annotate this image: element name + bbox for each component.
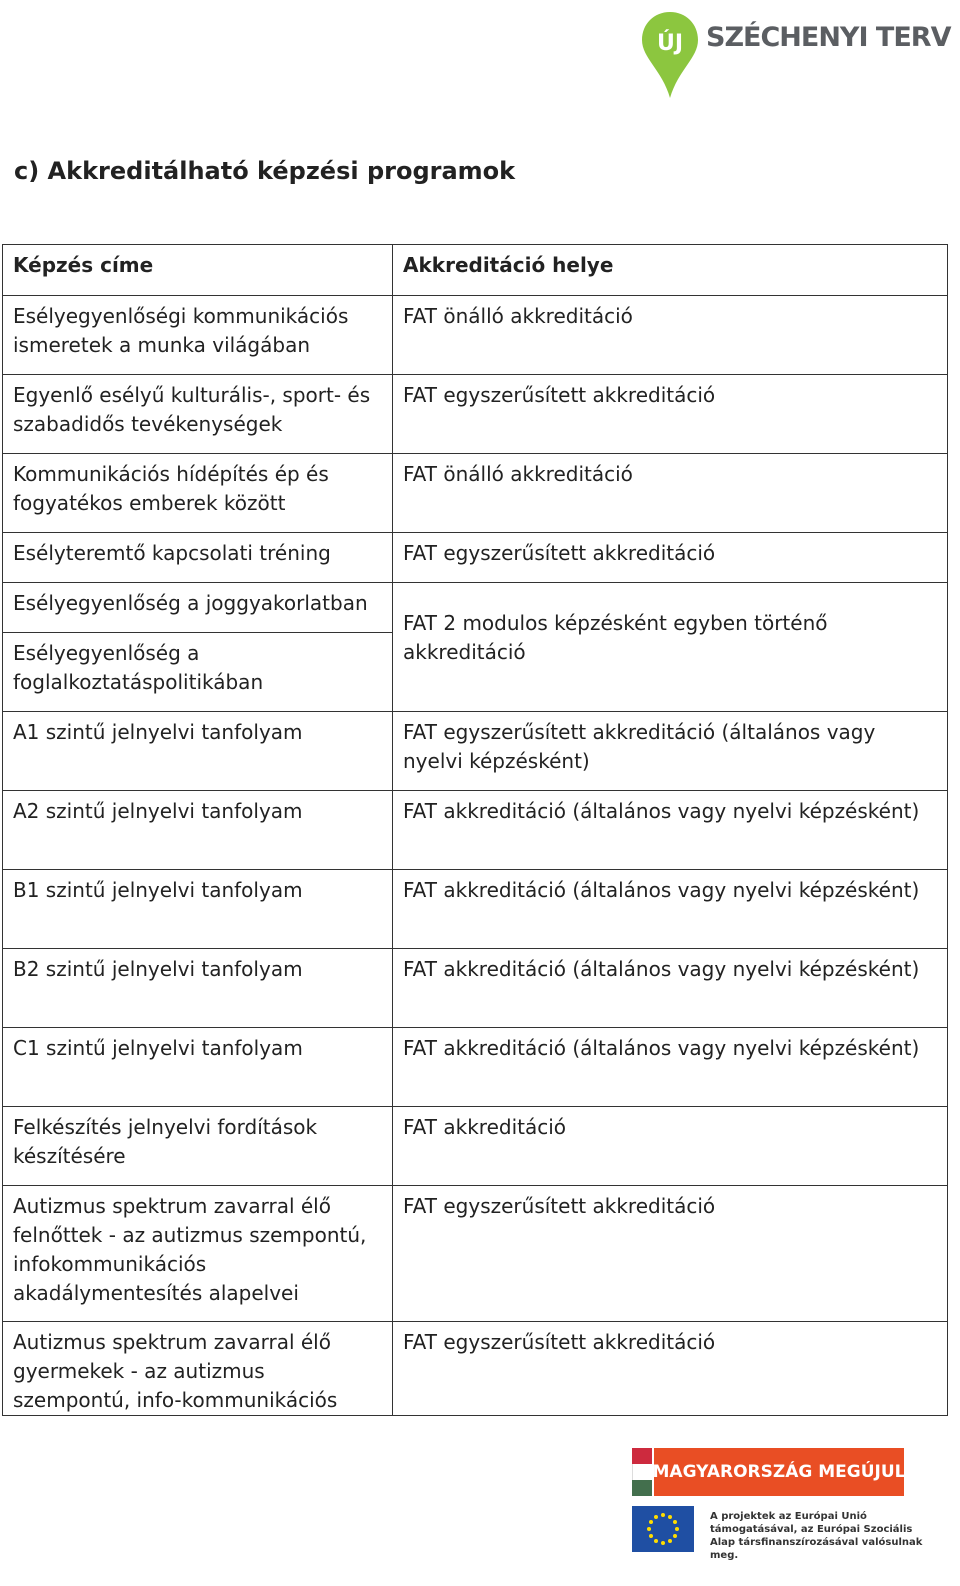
- eu-flag-icon: [632, 1506, 694, 1552]
- eu-funding-text: A projektek az Európai Unió támogatásával, az Európai Szociális Alap társfinanszírozásával valósulnak meg.: [710, 1511, 923, 1561]
- table-header-row: [3, 245, 948, 296]
- table-row: [3, 454, 948, 533]
- table-row: [3, 583, 948, 633]
- program-place: FAT akkreditáció (általános vagy nyelvi képzésként): [393, 791, 948, 870]
- program-place: FAT egyszerűsített akkreditáció: [393, 1322, 948, 1416]
- table-row: [3, 1107, 948, 1186]
- magyarorszag-megujul-banner: MAGYARORSZÁG MEGÚJUL: [654, 1448, 904, 1496]
- brand-name: SZÉCHENYI TERV: [706, 22, 951, 53]
- program-place: FAT egyszerűsített akkreditáció: [393, 1186, 948, 1322]
- program-title: Esélyegyenlőségi kommunikációs ismeretek a munka világában: [3, 296, 393, 375]
- program-place: FAT akkreditáció: [393, 1107, 948, 1186]
- hungarian-flag-icon: [632, 1448, 652, 1496]
- table-row: [3, 1028, 948, 1107]
- program-title: Kommunikációs hídépítés ép és fogyatékos emberek között: [3, 454, 393, 533]
- header-place: Akkreditáció helye: [393, 245, 948, 296]
- program-title: B2 szintű jelnyelvi tanfolyam: [3, 949, 393, 1028]
- programs-table: [2, 244, 948, 1416]
- program-place: FAT akkreditáció (általános vagy nyelvi képzésként): [393, 949, 948, 1028]
- funding-badge: [598, 1428, 946, 1578]
- program-title: B1 szintű jelnyelvi tanfolyam: [3, 870, 393, 949]
- table-row: [3, 949, 948, 1028]
- program-title: Autizmus spektrum zavarral élő felnőttek - az autizmus szempontú, infokommunikációs akadálymentesítés alapelvei: [3, 1186, 393, 1322]
- program-place: FAT 2 modulos képzésként egyben történő akkreditáció: [393, 583, 948, 712]
- program-title: Felkészítés jelnyelvi fordítások készítésére: [3, 1107, 393, 1186]
- table-row: [3, 1322, 948, 1416]
- program-title: Esélyegyenlőség a foglalkoztatáspolitikában: [3, 633, 393, 712]
- program-title: Egyenlő esélyű kulturális-, sport- és szabadidős tevékenységek: [3, 375, 393, 454]
- program-place: FAT akkreditáció (általános vagy nyelvi képzésként): [393, 1028, 948, 1107]
- table-row: [3, 712, 948, 791]
- table-row: [3, 791, 948, 870]
- program-place: FAT önálló akkreditáció: [393, 296, 948, 375]
- program-title: A1 szintű jelnyelvi tanfolyam: [3, 712, 393, 791]
- table-row: [3, 870, 948, 949]
- table-row: [3, 296, 948, 375]
- header-title: Képzés címe: [3, 245, 393, 296]
- program-place: FAT akkreditáció (általános vagy nyelvi képzésként): [393, 870, 948, 949]
- program-title: A2 szintű jelnyelvi tanfolyam: [3, 791, 393, 870]
- table-row: [3, 1186, 948, 1322]
- program-title: C1 szintű jelnyelvi tanfolyam: [3, 1028, 393, 1107]
- pin-text: ÚJ: [656, 31, 684, 56]
- program-title: Esélyteremtő kapcsolati tréning: [3, 533, 393, 583]
- table-row: [3, 375, 948, 454]
- program-place: FAT egyszerűsített akkreditáció: [393, 375, 948, 454]
- szechenyi-terv-logo: [640, 10, 951, 102]
- program-place: FAT egyszerűsített akkreditáció: [393, 533, 948, 583]
- table-row: [3, 533, 948, 583]
- program-title: Autizmus spektrum zavarral élő gyermekek - az autizmus szempontú, info-kommunikációs: [3, 1322, 393, 1416]
- program-title: Esélyegyenlőség a joggyakorlatban: [3, 583, 393, 633]
- program-place: FAT önálló akkreditáció: [393, 454, 948, 533]
- map-pin-icon: [640, 10, 700, 102]
- section-title: c) Akkreditálható képzési programok: [14, 157, 516, 185]
- program-place: FAT egyszerűsített akkreditáció (általános vagy nyelvi képzésként): [393, 712, 948, 791]
